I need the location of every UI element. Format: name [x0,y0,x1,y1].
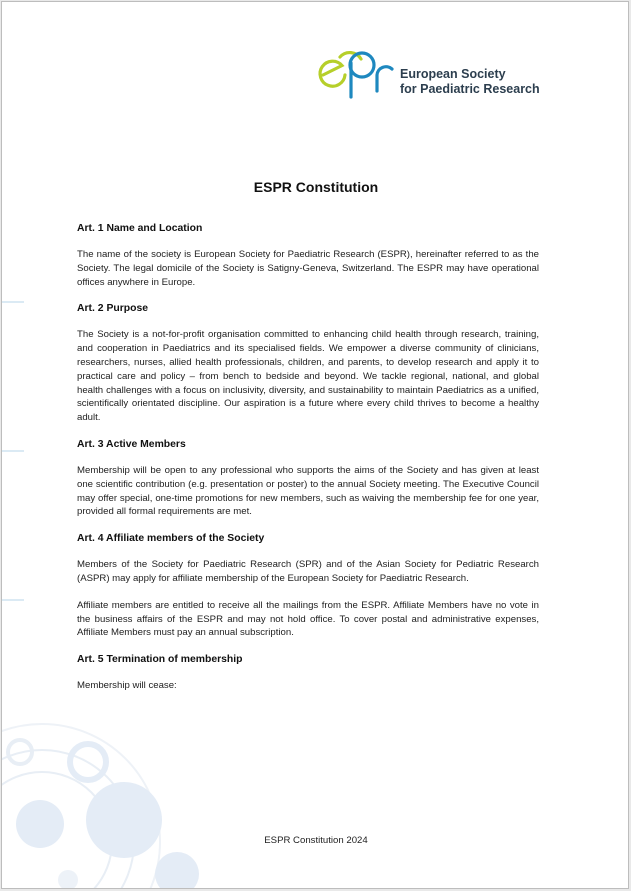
espr-logo [315,45,550,101]
espr-logo-mark [315,45,397,101]
paragraph-art5-1: Membership will cease: [77,680,177,692]
paragraph-art4-2: Affiliate members are entitled to receive all the mailings from the ESPR. Affiliate Members have no vote in the business affairs of the ESPR and may not hold office. To cover postal and administrative expenses, Affiliate Members must pay an annual subscription. [77,599,539,639]
section-heading-art3: Art. 3 Active Members [77,438,186,450]
section-heading-art5: Art. 5 Termination of membership [77,654,243,666]
section-heading-art2: Art. 2 Purpose [77,303,149,315]
document-page [1,1,629,889]
paragraph-art2-1: The Society is a not-for-profit organisation committed to enhancing child health through research, training, and cooperation in Paediatrics and its specialised fields. We empower a diverse community of clinicians, researchers, nurses, allied health professionals, children, and parents, to develop research and apply it to practical care and policy – from bench to bedside and beyond. We tackle regional, national, and global health challenges with a focus on inclusivity, diversity, and sustainability to maintain Paediatrics as a unified, scientifically orientated discipline. Our aspiration is a future where every child thrives to become a healthy adult. [77,329,539,424]
paragraph-art1-1: The name of the society is European Society for Paediatric Research (ESPR), hereinafter referred to as the Society. The legal domicile of the Society is Satigny-Geneva, Switzerland. The ESPR may have operational offices anywhere in Europe. [77,249,539,288]
margin-decoration [2,2,32,622]
page-footer: ESPR Constitution 2024 [264,835,368,846]
section-heading-art4: Art. 4 Affiliate members of the Society [77,533,265,545]
organization-name [400,67,540,97]
section-heading-art1: Art. 1 Name and Location [77,223,203,234]
organization-name-line1: European Society [400,67,506,81]
organization-name-line2: for Paediatric Research [400,82,540,96]
background-circles-decoration [2,692,262,889]
paragraph-art4-1: Members of the Society for Paediatric Research (SPR) and of the Asian Society for Pediatric Research (ASPR) may apply for affiliate membership of the European Society for Paediatric Research. [77,559,539,584]
document-body [77,222,539,693]
document-title: ESPR Constitution [253,179,379,195]
paragraph-art3-1: Membership will be open to any professional who supports the aims of the Society and has given at least one scientific contribution (e.g. presentation or poster) to the annual Society meeting. The Executive Council may offer special, one-time promotions for new members, such as waiving the membership fee for one year, provided all formal requirements are met. [77,464,539,518]
